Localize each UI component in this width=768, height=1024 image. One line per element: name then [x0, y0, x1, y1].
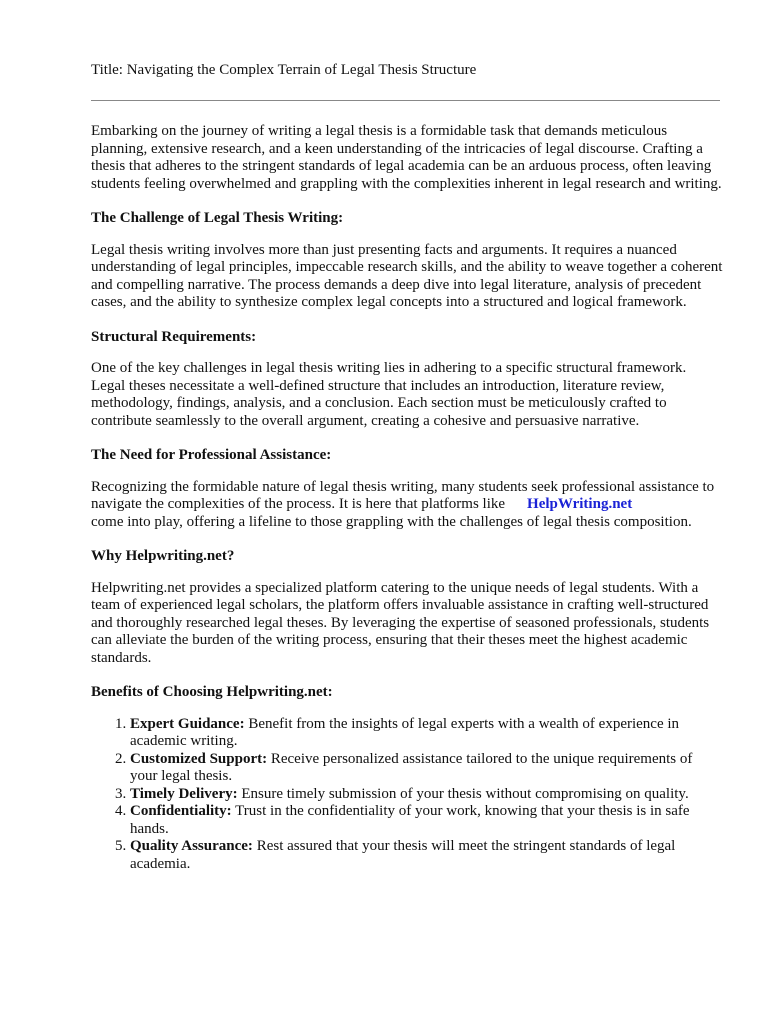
benefit-text: Ensure timely submission of your thesis without compromising on quality.	[241, 785, 689, 802]
benefit-text: Trust in the confidentiality of your work, knowing that your thesis is in safe hands.	[130, 803, 690, 837]
list-item	[130, 716, 723, 751]
benefit-label: Expert Guidance:	[130, 715, 245, 732]
structure-heading: Structural Requirements:	[91, 328, 257, 345]
list-item	[130, 786, 723, 804]
benefit-label: Timely Delivery:	[130, 785, 238, 802]
list-item	[130, 803, 723, 838]
list-item	[130, 838, 723, 873]
need-text-after: come into play, offering a lifeline to those grappling with the challenges of legal thesis composition.	[91, 513, 692, 530]
benefit-text: Rest assured that your thesis will meet the stringent standards of legal academia.	[130, 838, 676, 872]
structure-paragraph: One of the key challenges in legal thesis writing lies in adhering to a specific structural framework. Legal theses necessitate a well-defined structure that includes an introduction, literature review, methodology, findings, analysis, and a conclusion. Each section must be meticulously crafted to contribute seamlessly to the overall argument, creating a cohesive and persuasive narrative.	[91, 360, 687, 429]
intro-paragraph: Embarking on the journey of writing a legal thesis is a formidable task that demands meticulous planning, extensive research, and a keen understanding of the intricacies of legal discourse. Crafting a thesis that adheres to the stringent standards of legal academia can be an arduous process, often leaving students feeling overwhelmed and grappling with the complexities inherent in legal research and writing.	[91, 123, 722, 192]
challenge-paragraph: Legal thesis writing involves more than just presenting facts and arguments. It requires a nuanced understanding of legal principles, impeccable research skills, and the ability to weave together a coherent and compelling narrative. The process demands a deep dive into legal literature, analysis of precedent cases, and the ability to synthesize complex legal concepts into a structured and logical framework.	[91, 241, 723, 310]
benefit-text: Benefit from the insights of legal experts with a wealth of experience in academic writing.	[130, 715, 680, 749]
why-heading: Why Helpwriting.net?	[91, 548, 235, 564]
title-divider	[91, 100, 720, 101]
need-paragraph	[91, 479, 723, 532]
benefit-label: Customized Support:	[130, 750, 268, 767]
document-title: Title: Navigating the Complex Terrain of Legal Thesis Structure	[91, 62, 477, 78]
helpwriting-link[interactable]: HelpWriting.net	[527, 496, 633, 512]
list-item	[130, 751, 723, 786]
benefit-text: Receive personalized assistance tailored to the unique requirements of your legal thesis.	[130, 750, 693, 784]
benefit-label: Quality Assurance:	[130, 838, 253, 854]
need-text-before: Recognizing the formidable nature of legal thesis writing, many students seek professional assistance to navigate the complexities of the process. It is here that platforms like	[91, 478, 715, 512]
benefits-heading: Benefits of Choosing Helpwriting.net:	[91, 684, 333, 700]
challenge-heading: The Challenge of Legal Thesis Writing:	[91, 210, 344, 226]
benefit-label: Confidentiality:	[130, 803, 232, 819]
why-paragraph: Helpwriting.net provides a specialized platform catering to the unique needs of legal students. With a team of experienced legal scholars, the platform offers invaluable assistance in crafting well-structured and thoroughly researched legal theses. By leveraging the expertise of seasoned professionals, students can alleviate the burden of the writing process, ensuring that their theses meet the highest academic standards.	[91, 579, 710, 666]
need-heading: The Need for Professional Assistance:	[91, 447, 332, 463]
benefits-list	[91, 716, 723, 874]
document-body	[91, 123, 723, 873]
